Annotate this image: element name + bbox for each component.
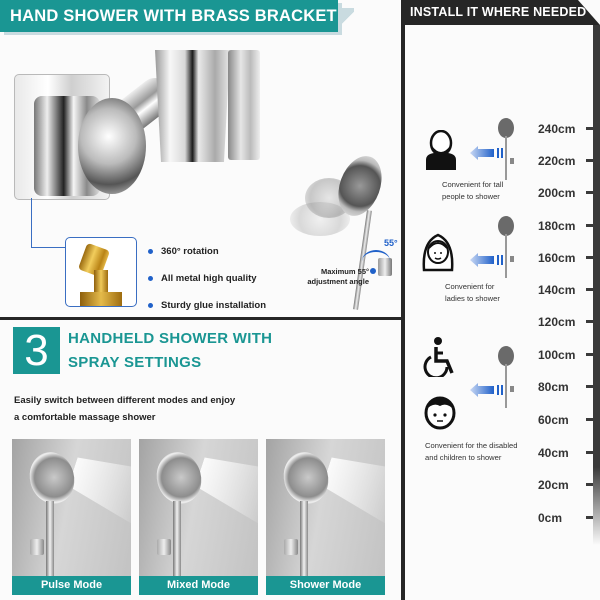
wheelchair-icon	[423, 337, 457, 377]
section-title-line2: SPRAY SETTINGS	[68, 354, 202, 371]
angle-label-line1: Maximum 55°	[320, 267, 369, 276]
scale-label: 40cm	[538, 446, 569, 460]
note-line1: Convenient for tall	[442, 180, 504, 189]
bracket-ball-joint	[78, 98, 146, 194]
shower-mount	[30, 539, 44, 555]
child-icon	[423, 394, 457, 430]
bullet-icon	[148, 276, 153, 281]
banner-install	[401, 0, 600, 25]
feature-item	[148, 238, 266, 265]
scale-tick	[538, 347, 593, 363]
height-ruler	[593, 25, 600, 545]
description-line2: a comfortable massage shower	[14, 412, 156, 423]
mode-card-pulse	[12, 439, 131, 595]
note-disabled-children	[425, 440, 517, 464]
shower-handle	[46, 501, 54, 581]
tick-mark	[586, 320, 593, 323]
description-line1: Easily switch between different modes and enjoy	[14, 395, 236, 406]
scale-label: 180cm	[538, 219, 576, 233]
bullet-icon	[148, 249, 153, 254]
mode-label: Mixed Mode	[139, 576, 258, 595]
scale-tick	[538, 379, 593, 395]
shower-handle	[300, 501, 308, 581]
scale-tick	[538, 218, 593, 234]
angle-illustration	[285, 150, 400, 318]
tick-mark	[586, 256, 593, 259]
scale-label: 240cm	[538, 122, 576, 136]
feature-text: Sturdy glue installation	[161, 300, 267, 311]
tick-mark	[586, 191, 593, 194]
angle-value: 55°	[384, 238, 398, 248]
shower-head	[24, 447, 80, 509]
section-description	[14, 392, 235, 426]
scale-label: 80cm	[538, 380, 569, 394]
mode-card-shower	[266, 439, 385, 595]
bullet-icon	[148, 303, 153, 308]
callout-connector	[31, 198, 66, 248]
brass-stem	[94, 270, 108, 292]
scale-label: 100cm	[538, 348, 576, 362]
note-line2: ladies to shower	[445, 294, 500, 303]
tick-mark	[586, 483, 593, 486]
angle-label	[287, 267, 369, 287]
divider-vertical	[401, 25, 405, 600]
scale-tick	[538, 445, 593, 461]
note-tall-people	[442, 179, 503, 203]
brass-base	[80, 292, 122, 306]
feature-item	[148, 292, 266, 319]
tick-mark	[586, 288, 593, 291]
scale-label: 20cm	[538, 478, 569, 492]
scale-tick	[538, 121, 593, 137]
shower-mini-icon	[497, 216, 515, 280]
note-line2: people to shower	[442, 192, 500, 201]
scale-tick	[538, 314, 593, 330]
shower-handle	[173, 501, 181, 581]
tick-mark	[586, 385, 593, 388]
mode-label: Pulse Mode	[12, 576, 131, 595]
banner-corner-cut	[578, 0, 600, 25]
shower-mini-icon	[497, 118, 515, 182]
section-title-line1: HANDHELD SHOWER WITH	[68, 330, 273, 347]
note-line1: Convenient for	[445, 282, 495, 291]
scale-tick	[538, 185, 593, 201]
shower-head	[278, 447, 334, 509]
scale-label: 200cm	[538, 186, 576, 200]
scale-tick	[538, 477, 593, 493]
scale-tick	[538, 153, 593, 169]
shower-mini-icon	[497, 346, 515, 410]
feature-item	[148, 265, 266, 292]
banner-right-title: INSTALL IT WHERE NEEDED	[410, 5, 587, 19]
feature-text: All metal high quality	[161, 273, 257, 284]
scale-label: 160cm	[538, 251, 576, 265]
man-icon	[424, 130, 458, 170]
note-ladies	[445, 281, 500, 305]
tick-mark	[586, 224, 593, 227]
tick-mark	[586, 159, 593, 162]
woman-icon	[420, 232, 456, 272]
scale-tick	[538, 250, 593, 266]
scale-label: 140cm	[538, 283, 576, 297]
note-line2: and children to shower	[425, 453, 502, 462]
scale-label: 120cm	[538, 315, 576, 329]
shower-mount	[157, 539, 171, 555]
feature-list	[148, 238, 266, 319]
scale-tick	[538, 412, 593, 428]
scale-tick	[538, 510, 593, 526]
tick-mark	[586, 353, 593, 356]
tick-mark	[586, 516, 593, 519]
section-number: 3	[13, 327, 60, 374]
banner-left-title: HAND SHOWER WITH BRASS BRACKET	[10, 7, 337, 25]
note-line1: Convenient for the disabled	[425, 441, 518, 450]
bracket-holder-cup	[155, 50, 230, 162]
banner-hand-shower	[0, 0, 338, 32]
section-title	[68, 327, 272, 375]
angle-label-line2: adjustment angle	[307, 277, 369, 286]
angle-dot-icon	[370, 268, 376, 274]
tick-mark	[586, 418, 593, 421]
bracket-holder-clip	[228, 50, 260, 160]
scale-label: 220cm	[538, 154, 576, 168]
brass-core-image	[65, 237, 137, 307]
scale-label: 0cm	[538, 511, 563, 525]
feature-text: 360° rotation	[161, 246, 219, 257]
shower-mount	[284, 539, 298, 555]
mode-label: Shower Mode	[266, 576, 385, 595]
mode-card-mixed	[139, 439, 258, 595]
scale-label: 60cm	[538, 413, 569, 427]
shower-head	[151, 447, 207, 509]
spray-modes	[12, 439, 385, 595]
tick-mark	[586, 127, 593, 130]
tick-mark	[586, 451, 593, 454]
scale-tick	[538, 282, 593, 298]
